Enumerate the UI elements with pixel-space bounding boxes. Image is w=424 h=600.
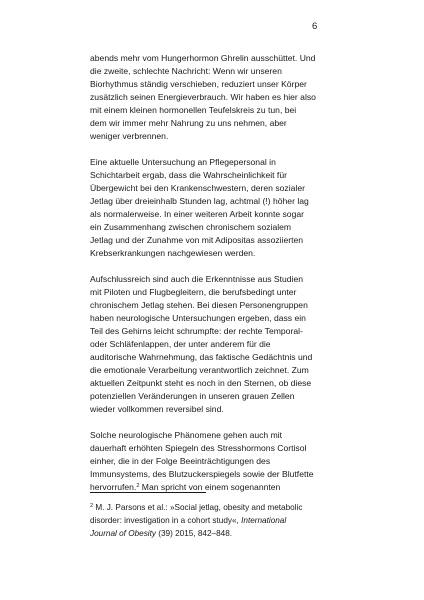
- text-line: Jetlag über dreieinhalb Stunden lag, achtmal (!) höher lag: [90, 196, 309, 206]
- text-line: Jetlag und der Zunahme von mit Adipositas assoziierten: [90, 235, 304, 245]
- text-line: als normalerweise. In einer weiteren Arbeit konnte sogar: [90, 209, 304, 219]
- footnote: [90, 501, 340, 540]
- footnote-reference[interactable]: 2: [136, 483, 140, 489]
- text-line: Biorhythmus ständig verschieben, reduziert unser Körper: [90, 79, 307, 89]
- paragraph-2: [90, 156, 340, 260]
- footnote-text: M. J. Parsons et al.: »Social jetlag, obesity and metabolic: [95, 503, 303, 512]
- footnote-line: [90, 514, 340, 527]
- page-number: 6: [312, 21, 318, 32]
- footnote-text: (39) 2015, 842–848.: [158, 529, 233, 538]
- text-line: Solche neurologische Phänomene gehen auch mit: [90, 430, 283, 440]
- text-line: zusätzlich seinen Energieverbrauch. Wir haben es hier also: [90, 92, 316, 102]
- text-fragment: Man spricht von einem sogenannten: [141, 482, 281, 492]
- footnote-text: disorder: investigation in a cohort study«,: [90, 516, 239, 525]
- text-line: mit Piloten und Flugbegleitern, die berufsbedingt unter: [90, 287, 297, 297]
- footnote-line: [90, 501, 340, 514]
- text-line: Schichtarbeit ergab, dass die Wahrscheinlichkeit für: [90, 170, 287, 180]
- text-fragment: hervorrufen.: [90, 482, 137, 492]
- text-line: wieder vollkommen reversibel sind.: [90, 404, 224, 414]
- text-line: auditorische Wahrnehmung, das faktische Gedächtnis und: [90, 352, 313, 362]
- text-line: dauerhaft erhöhten Spiegeln des Stresshormons Cortisol: [90, 443, 307, 453]
- paragraph-3: [90, 273, 340, 416]
- text-line: abends mehr vom Hungerhormon Ghrelin ausschüttet. Und: [90, 53, 316, 63]
- body-text: [90, 52, 340, 507]
- text-line: Krebserkrankungen nachgewiesen werden.: [90, 248, 256, 258]
- footnote-rule: [90, 492, 206, 493]
- text-line: mit einem kleinen hormonellen Teufelskreis zu tun, bei: [90, 105, 297, 115]
- text-line: aktuellen Zeitpunkt steht es noch in den Sternen, ob diese: [90, 378, 312, 388]
- journal-title: International: [241, 516, 287, 525]
- text-line: Teil des Gehirns leicht schrumpfte: der rechte Temporal-: [90, 326, 303, 336]
- text-line: die zweite, schlechte Nachricht: Wenn wir unseren: [90, 66, 282, 76]
- footnote-line: [90, 527, 340, 540]
- text-line: haben neurologische Untersuchungen ergeben, dass ein: [90, 313, 306, 323]
- paragraph-1: [90, 52, 340, 143]
- text-line: ein Zusammenhang zwischen chronischem sozialem: [90, 222, 292, 232]
- text-line: oder Schläfenlappen, der unter anderem für die: [90, 339, 271, 349]
- paragraph-4: [90, 429, 340, 494]
- text-line: chronischem Jetlag stehen. Bei diesen Personengruppen: [90, 300, 308, 310]
- text-line: potenziellen Veränderungen in unseren grauen Zellen: [90, 391, 295, 401]
- text-line: weniger verbrennen.: [90, 131, 169, 141]
- text-line: Eine aktuelle Untersuchung an Pflegepersonal in: [90, 157, 276, 167]
- journal-title: Journal of Obesity: [90, 529, 156, 538]
- text-line: einher, die in der Folge Beeinträchtigungen des: [90, 456, 271, 466]
- text-line: Übergewicht bei den Krankenschwestern, deren sozialer: [90, 183, 305, 193]
- text-line: die emotionale Verarbeitung verantwortlich zeichnet. Zum: [90, 365, 309, 375]
- footnote-marker: 2: [90, 503, 94, 509]
- text-line: Immunsystems, des Blutzuckerspiegels sowie der Blutfette: [90, 469, 314, 479]
- text-line: Aufschlussreich sind auch die Erkenntnisse aus Studien: [90, 274, 304, 284]
- text-line: dem wir immer mehr Nahrung zu uns nehmen, aber: [90, 118, 287, 128]
